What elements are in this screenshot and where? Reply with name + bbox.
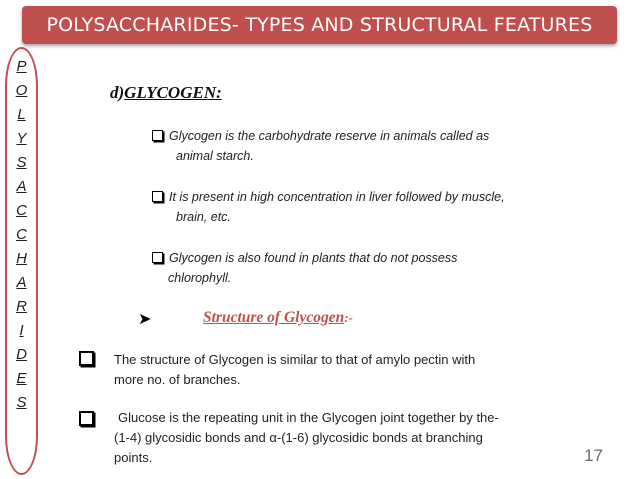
bullet-text: It is present in high concentration in liver followed by muscle, — [169, 190, 505, 204]
structure-heading-suffix: :- — [344, 310, 353, 325]
structure-heading — [203, 309, 353, 327]
side-letter: E — [16, 370, 27, 387]
side-letter: R — [16, 298, 27, 315]
checkbox-bullet-icon — [152, 252, 163, 263]
checkbox-bullet-icon — [79, 351, 94, 366]
side-letter: C — [16, 202, 27, 219]
structure-heading-text: Structure of Glycogen — [203, 309, 345, 326]
side-letter: O — [15, 82, 28, 99]
heading-prefix: d) — [110, 83, 125, 102]
side-letter: C — [16, 226, 27, 243]
side-letter: S — [16, 154, 27, 171]
side-letter: S — [16, 394, 27, 411]
bullet-item — [152, 248, 457, 288]
bullet-text: animal starch. — [176, 149, 254, 163]
bullet-item — [152, 187, 505, 227]
paragraph-line: points. — [114, 450, 153, 465]
side-letter: D — [16, 346, 27, 363]
side-letter: Y — [16, 130, 27, 147]
paragraph — [114, 408, 499, 468]
bullet-text: Glycogen is the carbohydrate reserve in animals called as — [169, 129, 490, 143]
checkbox-bullet-icon — [152, 191, 163, 202]
section-heading — [110, 83, 222, 103]
checkbox-bullet-icon — [152, 130, 163, 141]
side-letter: A — [16, 274, 27, 291]
side-letter: P — [16, 58, 27, 75]
checkbox-bullet-icon — [79, 411, 94, 426]
side-letter: L — [17, 106, 26, 123]
heading-word: GLYCOGEN: — [124, 83, 222, 102]
side-letter: A — [16, 178, 27, 195]
side-letter: H — [16, 250, 27, 267]
slide-title: POLYSACCHARIDES- TYPES AND STRUCTURAL FEATURES — [46, 14, 593, 36]
bullet-text: chlorophyll. — [168, 271, 232, 285]
paragraph-line: more no. of branches. — [114, 372, 241, 387]
bullet-text: Glycogen is also found in plants that do not possess — [169, 251, 458, 265]
arrow-bullet-icon: ➤ — [138, 311, 152, 328]
paragraph-line: Glucose is the repeating unit in the Glycogen joint together by the- — [118, 410, 499, 425]
bullet-text: brain, etc. — [176, 210, 231, 224]
page-number: 17 — [584, 446, 603, 465]
paragraph-line: (1-4) glycosidic bonds and α-(1-6) glycosidic bonds at branching — [114, 430, 483, 445]
side-vertical-word — [5, 47, 38, 475]
bullet-item — [152, 126, 489, 166]
title-bar — [22, 6, 617, 44]
paragraph-line: The structure of Glycogen is similar to that of amylo pectin with — [114, 352, 476, 367]
paragraph — [114, 350, 475, 390]
side-letter: I — [19, 322, 24, 339]
